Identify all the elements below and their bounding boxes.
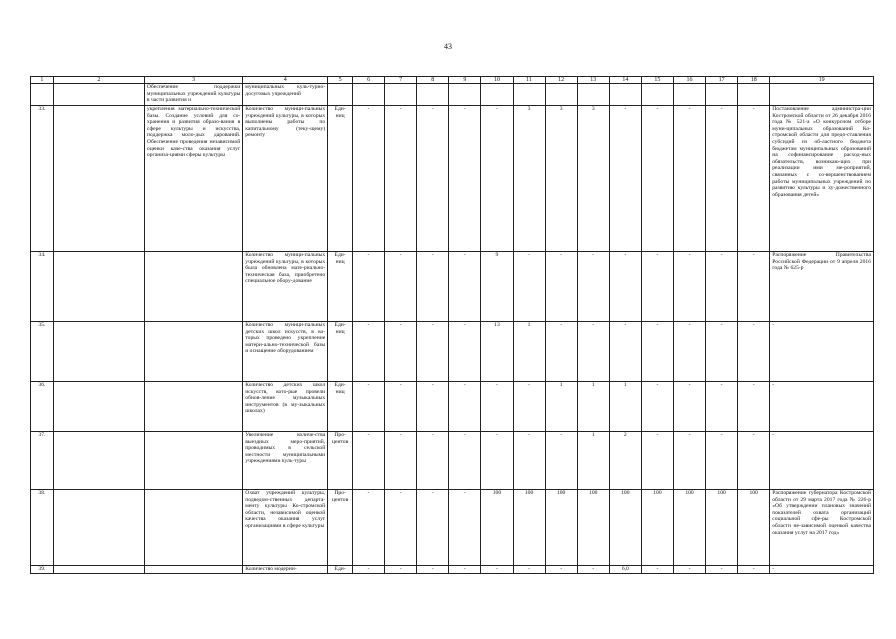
year-value-cell: - — [513, 566, 545, 574]
year-value-cell: 1 — [545, 382, 577, 432]
year-value-cell: 1 — [577, 432, 609, 490]
table-row — [31, 490, 874, 566]
column-number: 8 — [417, 77, 449, 84]
year-value-cell — [417, 84, 449, 106]
year-value-cell: - — [738, 566, 770, 574]
year-value-cell: - — [417, 322, 449, 382]
task-cell — [53, 252, 144, 322]
row-number-cell: 33. — [31, 106, 54, 252]
column-number: 16 — [673, 77, 705, 84]
year-value-cell: 100 — [577, 490, 609, 566]
year-value-cell — [673, 84, 705, 106]
table-row — [31, 252, 874, 322]
year-value-cell: - — [513, 432, 545, 490]
indicator-cell: Количество детских школ искусств, кото-рые провели обнов-ление музыкальных инструментов (в му-зыкальных школах) — [243, 382, 328, 432]
year-value-cell: - — [417, 432, 449, 490]
unit-cell: Еди-ниц — [328, 106, 353, 252]
row-number-cell: 37. — [31, 432, 54, 490]
row-number-cell: 35. — [31, 322, 54, 382]
indicator-cell: муниципальных куль-турно-досуговых учреждений — [243, 84, 328, 106]
legal-basis-cell: - — [770, 322, 874, 382]
year-value-cell: - — [673, 252, 705, 322]
year-value-cell: - — [738, 252, 770, 322]
year-value-cell: - — [577, 252, 609, 322]
year-value-cell: - — [449, 382, 481, 432]
indicators-table — [30, 76, 874, 574]
legal-basis-cell — [770, 84, 874, 106]
year-value-cell: 13 — [481, 322, 513, 382]
year-value-cell: - — [513, 382, 545, 432]
year-value-cell: - — [385, 432, 417, 490]
year-value-cell: - — [545, 566, 577, 574]
table-row — [31, 382, 874, 432]
row-number-cell — [31, 84, 54, 106]
year-value-cell: - — [353, 566, 385, 574]
year-value-cell: - — [449, 566, 481, 574]
year-value-cell: - — [706, 252, 738, 322]
year-value-cell: 3 — [513, 106, 545, 252]
year-value-cell — [609, 84, 641, 106]
column-number: 15 — [641, 77, 673, 84]
year-value-cell — [577, 84, 609, 106]
task-cell — [53, 432, 144, 490]
table-row — [31, 566, 874, 574]
year-value-cell — [353, 84, 385, 106]
measure-cell — [144, 252, 242, 322]
year-value-cell: - — [706, 106, 738, 252]
column-number: 18 — [738, 77, 770, 84]
year-value-cell: - — [673, 322, 705, 382]
year-value-cell — [738, 84, 770, 106]
column-number: 5 — [328, 77, 353, 84]
indicator-cell: Количество муници-пальных учреждений культуры, в которых была обновлена мате-риально-техническая база, приобретено специальное обору-дование — [243, 252, 328, 322]
column-number: 12 — [545, 77, 577, 84]
table-row — [31, 322, 874, 382]
year-value-cell — [385, 84, 417, 106]
task-cell — [53, 106, 144, 252]
year-value-cell: 100 — [706, 490, 738, 566]
year-value-cell: 2 — [609, 432, 641, 490]
year-value-cell: - — [706, 432, 738, 490]
year-value-cell: - — [449, 252, 481, 322]
year-value-cell — [481, 84, 513, 106]
column-number: 9 — [449, 77, 481, 84]
year-value-cell: - — [417, 566, 449, 574]
year-value-cell: - — [641, 106, 673, 252]
year-value-cell: - — [738, 322, 770, 382]
page-number: 43 — [444, 42, 452, 51]
indicator-cell: Количество муници-пальных учреждений культуры, в которых выполнены работы по капитальному (теку-щему) ремонту — [243, 106, 328, 252]
unit-cell: Еди-ниц — [328, 382, 353, 432]
year-value-cell: - — [706, 566, 738, 574]
year-value-cell — [706, 84, 738, 106]
column-number: 14 — [609, 77, 641, 84]
year-value-cell: - — [449, 106, 481, 252]
legal-basis-cell: - — [770, 566, 874, 574]
unit-cell: Про-центов — [328, 432, 353, 490]
year-value-cell: 1 — [609, 382, 641, 432]
column-number: 1 — [31, 77, 54, 84]
column-number: 11 — [513, 77, 545, 84]
year-value-cell: 100 — [545, 490, 577, 566]
indicator-cell: Количество муници-пальных детских школ искусств, в ко-торых проведено укрепление матери-ально-технической базы и оснащение оборудованием — [243, 322, 328, 382]
unit-cell: Про-центов — [328, 490, 353, 566]
year-value-cell: - — [353, 432, 385, 490]
column-number: 19 — [770, 77, 874, 84]
table-row — [31, 432, 874, 490]
column-number: 10 — [481, 77, 513, 84]
measure-cell — [144, 566, 242, 574]
year-value-cell: - — [417, 490, 449, 566]
column-number: 4 — [243, 77, 328, 84]
column-number: 13 — [577, 77, 609, 84]
year-value-cell: 6,0 — [609, 566, 641, 574]
year-value-cell: 100 — [609, 490, 641, 566]
legal-basis-cell: Распоряжение Правительства Российской Федерации от 9 апреля 2016 года № 625-р — [770, 252, 874, 322]
year-value-cell: - — [353, 322, 385, 382]
year-value-cell: - — [481, 566, 513, 574]
row-number-cell: 38. — [31, 490, 54, 566]
year-value-cell: - — [609, 252, 641, 322]
year-value-cell: - — [641, 322, 673, 382]
year-value-cell: - — [449, 322, 481, 382]
year-value-cell — [513, 84, 545, 106]
unit-cell: Еди- — [328, 566, 353, 574]
year-value-cell: - — [385, 252, 417, 322]
year-value-cell: - — [706, 322, 738, 382]
year-value-cell: - — [353, 252, 385, 322]
unit-cell: Еди-ниц — [328, 252, 353, 322]
column-number-row — [31, 77, 874, 84]
legal-basis-cell: - — [770, 382, 874, 432]
year-value-cell: - — [449, 490, 481, 566]
year-value-cell: - — [481, 382, 513, 432]
year-value-cell: - — [353, 382, 385, 432]
year-value-cell: - — [577, 566, 609, 574]
measure-cell — [144, 432, 242, 490]
measure-cell: Обеспечение поддержки муниципальных учреждений культуры в части развития и — [144, 84, 242, 106]
unit-cell — [328, 84, 353, 106]
year-value-cell: - — [417, 106, 449, 252]
table-row — [31, 84, 874, 106]
measure-cell: укрепления материально-технической базы. Создание условий для со-хранения и развития образо-вания в сфере культуры и искусства, поддержка моло-дых дарований. Обеспечение проведения независимой оценки каче-ства оказания услуг организа-циями сферы культуры — [144, 106, 242, 252]
year-value-cell: - — [577, 322, 609, 382]
task-cell — [53, 566, 144, 574]
year-value-cell: - — [545, 252, 577, 322]
year-value-cell — [449, 84, 481, 106]
year-value-cell: 100 — [673, 490, 705, 566]
year-value-cell: - — [481, 106, 513, 252]
year-value-cell: - — [641, 252, 673, 322]
unit-cell: Еди-ниц — [328, 322, 353, 382]
column-number: 7 — [385, 77, 417, 84]
year-value-cell: 3 — [545, 106, 577, 252]
year-value-cell: 100 — [481, 490, 513, 566]
year-value-cell: - — [738, 106, 770, 252]
row-number-cell: 34. — [31, 252, 54, 322]
measure-cell — [144, 490, 242, 566]
year-value-cell: - — [738, 432, 770, 490]
year-value-cell: - — [706, 382, 738, 432]
year-value-cell: - — [673, 432, 705, 490]
year-value-cell: - — [641, 566, 673, 574]
year-value-cell: - — [385, 322, 417, 382]
year-value-cell: 100 — [641, 490, 673, 566]
year-value-cell: - — [353, 490, 385, 566]
year-value-cell — [545, 84, 577, 106]
year-value-cell: - — [673, 106, 705, 252]
year-value-cell: - — [673, 566, 705, 574]
indicator-cell: Количество модерни- — [243, 566, 328, 574]
column-number: 3 — [144, 77, 242, 84]
year-value-cell — [641, 84, 673, 106]
year-value-cell: - — [609, 106, 641, 252]
year-value-cell: 3 — [577, 106, 609, 252]
indicator-cell: Охват учреждений культуры, подведом-ственных департа-менту культуры Ко-стромской области, независимой оценкой качества оказания услуг организациями в сфере культуры — [243, 490, 328, 566]
year-value-cell: - — [385, 490, 417, 566]
year-value-cell: - — [417, 252, 449, 322]
column-number: 6 — [353, 77, 385, 84]
year-value-cell: 100 — [513, 490, 545, 566]
year-value-cell: - — [417, 382, 449, 432]
year-value-cell: - — [545, 322, 577, 382]
year-value-cell: - — [385, 106, 417, 252]
year-value-cell: 9 — [481, 252, 513, 322]
task-cell — [53, 322, 144, 382]
legal-basis-cell: Постановление администра-ции Костромской области от 26 декабря 2016 года № 521-а «О конкурсном отборе муни-ципальных образований Ко-стромской области для предо-ставления субсидий из об-ластного бюджета бюджетам муниципальных образований на софинансирование расход-ных обязательств, возникаю-щих при реализации ими ме-роприятий, связанных с со-вершенствованием работы муниципальных учреждений по развитию культуры и ху-дожественного образования детей» — [770, 106, 874, 252]
task-cell — [53, 84, 144, 106]
year-value-cell: - — [673, 382, 705, 432]
year-value-cell: - — [513, 252, 545, 322]
year-value-cell: - — [545, 432, 577, 490]
legal-basis-cell: Распоряжение губернатора Костромской области от 29 марта 2017 года № 226-р «Об утверждении плановых значений показателей охвата организаций социальной сфе-ры Костромской области не-зависимой оценкой качества оказания услуг на 2017 год» — [770, 490, 874, 566]
indicator-cell: Увеличение количе-ства выездных меро-приятий, проводимых в сельской местности муниципальными учреждениями куль-туры — [243, 432, 328, 490]
year-value-cell: - — [609, 322, 641, 382]
row-number-cell: 36. — [31, 382, 54, 432]
task-cell — [53, 490, 144, 566]
row-number-cell: 39. — [31, 566, 54, 574]
year-value-cell: 1 — [513, 322, 545, 382]
column-number: 17 — [706, 77, 738, 84]
measure-cell — [144, 382, 242, 432]
year-value-cell: - — [641, 432, 673, 490]
year-value-cell: - — [353, 106, 385, 252]
year-value-cell: 100 — [738, 490, 770, 566]
year-value-cell: - — [449, 432, 481, 490]
table-row — [31, 106, 874, 252]
year-value-cell: - — [385, 382, 417, 432]
year-value-cell: - — [738, 382, 770, 432]
task-cell — [53, 382, 144, 432]
year-value-cell: 1 — [577, 382, 609, 432]
measure-cell — [144, 322, 242, 382]
legal-basis-cell: - — [770, 432, 874, 490]
year-value-cell: - — [481, 432, 513, 490]
year-value-cell: - — [641, 382, 673, 432]
year-value-cell: - — [385, 566, 417, 574]
column-number: 2 — [53, 77, 144, 84]
